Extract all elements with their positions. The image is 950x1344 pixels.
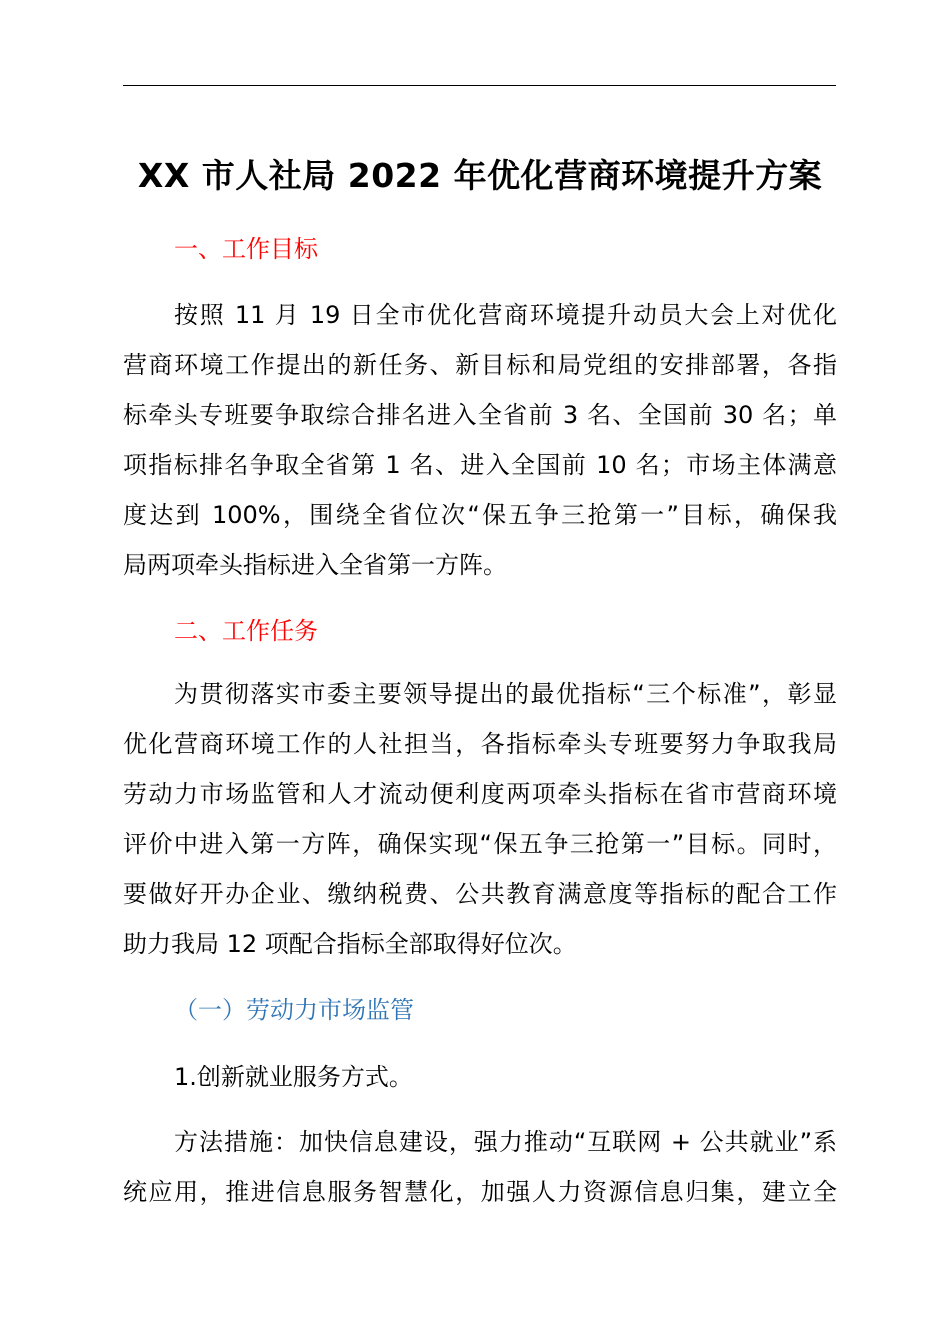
paragraph-line: 方法措施：加快信息建设，强力推动“互联网 + 公共就业”系 <box>174 1128 837 1156</box>
paragraph-line: 按照 11 月 19 日全市优化营商环境提升动员大会上对优化 <box>174 301 837 329</box>
list-item: 1.创新就业服务方式。 <box>174 1063 413 1091</box>
section-heading-tasks: 二、工作任务 <box>174 617 318 645</box>
paragraph-goals <box>123 290 837 590</box>
document-title: XX 市人社局 2022 年优化营商环境提升方案 <box>137 156 823 195</box>
paragraph-line: 要做好开办企业、缴纳税费、公共教育满意度等指标的配合工作 <box>123 880 837 908</box>
paragraph-line: 统应用，推进信息服务智慧化，加强人力资源信息归集，建立全 <box>123 1178 837 1206</box>
paragraph-tasks <box>123 669 837 969</box>
paragraph-line: 助力我局 12 项配合指标全部取得好位次。 <box>123 930 577 958</box>
paragraph-line: 为贯彻落实市委主要领导提出的最优指标“三个标准”，彰显 <box>174 680 837 708</box>
paragraph-line: 局两项牵头指标进入全省第一方阵。 <box>123 551 507 579</box>
header-rule <box>123 85 836 86</box>
paragraph-line: 营商环境工作提出的新任务、新目标和局党组的安排部署，各指 <box>123 351 837 379</box>
paragraph-measures <box>123 1117 837 1217</box>
paragraph-line: 度达到 100%，围绕全省位次“保五争三抢第一”目标，确保我 <box>123 501 837 529</box>
paragraph-line: 劳动力市场监管和人才流动便利度两项牵头指标在省市营商环境 <box>123 780 837 808</box>
paragraph-line: 优化营商环境工作的人社担当，各指标牵头专班要努力争取我局 <box>123 730 837 758</box>
subsection-heading-labor-market: （一）劳动力市场监管 <box>174 996 414 1024</box>
paragraph-line: 评价中进入第一方阵，确保实现“保五争三抢第一”目标。同时， <box>123 830 837 858</box>
paragraph-line: 标牵头专班要争取综合排名进入全省前 3 名、全国前 30 名；单 <box>123 401 837 429</box>
section-heading-goals: 一、工作目标 <box>174 235 318 263</box>
paragraph-line: 项指标排名争取全省第 1 名、进入全国前 10 名；市场主体满意 <box>123 451 837 479</box>
